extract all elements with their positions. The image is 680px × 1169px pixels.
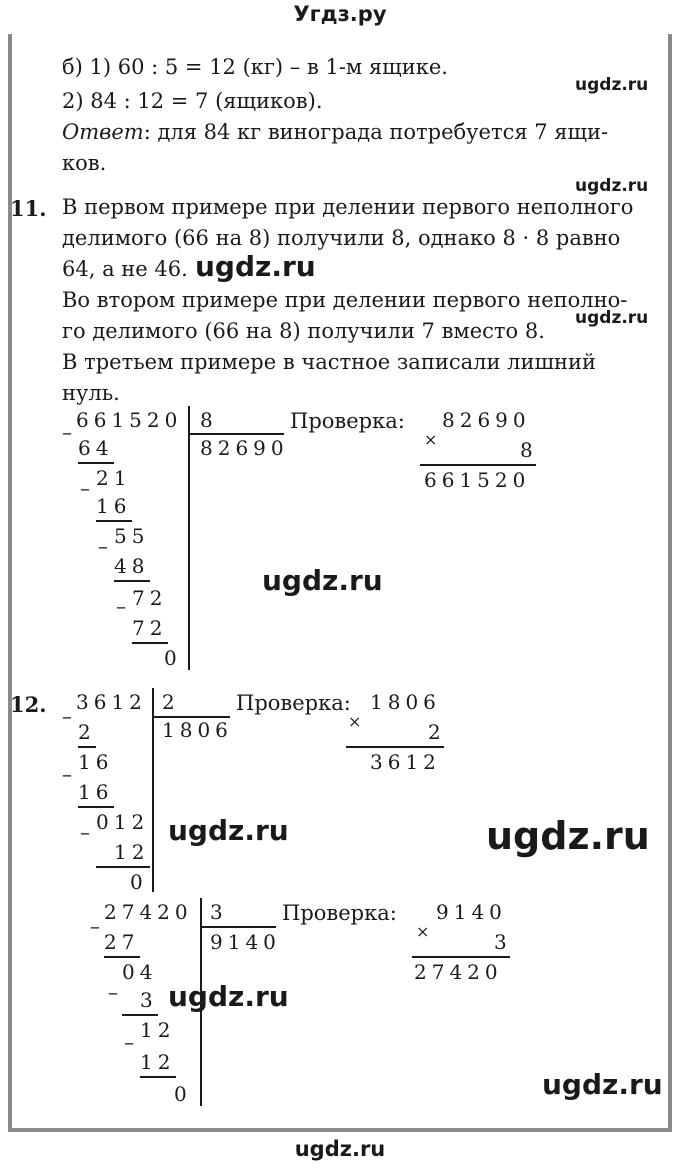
product: 661520 — [424, 468, 531, 492]
step: 16 — [78, 780, 114, 804]
step: 72 — [132, 586, 168, 610]
task11-p1-line2: делимого (66 на 8) получили 8, однако 8 · 8 равно — [62, 226, 621, 250]
factor-a: 9140 — [436, 900, 507, 924]
step: 48 — [114, 554, 150, 578]
minus-sign: – — [62, 704, 72, 728]
step: 64 — [78, 436, 114, 460]
watermark: ugdz.ru — [575, 176, 649, 196]
task11-p3-line2: нуль. — [62, 381, 120, 405]
task-number-12: 12. — [10, 692, 47, 717]
step: 16 — [96, 494, 132, 518]
step: 21 — [96, 466, 132, 490]
task11-p1-line3: 64, а не 46. — [62, 257, 188, 281]
check-label: Проверка: — [290, 409, 405, 433]
dividend: 661520 — [76, 408, 183, 432]
step: 12 — [114, 840, 150, 864]
step: 3 — [140, 988, 158, 1012]
divisor: 3 — [210, 900, 228, 924]
step: 04 — [122, 960, 158, 984]
minus-sign: – — [80, 476, 90, 500]
watermark: ugdz.ru — [486, 814, 650, 858]
watermark: ugdz.ru — [575, 308, 649, 328]
minus-sign: – — [90, 914, 100, 938]
minus-sign: – — [62, 420, 72, 444]
factor-a: 82690 — [442, 408, 531, 432]
divisor: 8 — [200, 408, 218, 432]
remainder: 0 — [130, 870, 148, 894]
watermark: ugdz.ru — [575, 75, 649, 95]
page-header: Угдз.ру — [293, 2, 387, 26]
check-label: Проверка: — [282, 901, 397, 925]
watermark: ugdz.ru — [195, 250, 316, 283]
step: 55 — [114, 524, 150, 548]
solution-line-1: б) 1) 60 : 5 = 12 (кг) – в 1-м ящике. — [62, 55, 448, 79]
step: 16 — [78, 750, 114, 774]
minus-sign: – — [80, 820, 90, 844]
product: 3612 — [370, 750, 441, 774]
quotient: 1806 — [162, 718, 233, 742]
factor-b: 2 — [428, 720, 446, 744]
minus-sign: – — [62, 762, 72, 786]
dividend: 3612 — [76, 690, 147, 714]
task-number-11: 11. — [10, 196, 47, 221]
answer-label: Ответ — [62, 120, 144, 144]
solution-line-2: 2) 84 : 12 = 7 (ящиков). — [62, 89, 323, 113]
remainder: 0 — [164, 646, 182, 670]
quotient: 82690 — [200, 436, 289, 460]
step: 72 — [132, 616, 168, 640]
divisor: 2 — [162, 690, 180, 714]
watermark: ugdz.ru — [542, 1068, 663, 1101]
minus-sign: – — [108, 980, 118, 1004]
factor-b: 3 — [494, 930, 512, 954]
quotient: 9140 — [210, 930, 281, 954]
times-sign: × — [424, 430, 438, 449]
step: 012 — [96, 810, 150, 834]
check-label: Проверка: — [236, 691, 351, 715]
factor-b: 8 — [520, 438, 538, 462]
step: 2 — [78, 720, 96, 744]
answer-text: : для 84 кг винограда потребуется 7 ящи- — [143, 120, 609, 144]
answer-continuation: ков. — [62, 151, 107, 175]
watermark: ugdz.ru — [262, 564, 383, 597]
task11-p2-line2: го делимого (66 на 8) получили 7 вместо 8. — [62, 319, 545, 343]
page-footer: ugdz.ru — [294, 1137, 386, 1161]
task11-p1-line1: В первом примере при делении первого неполного — [62, 195, 634, 219]
minus-sign: – — [116, 594, 126, 618]
watermark: ugdz.ru — [168, 814, 289, 847]
right-border — [668, 34, 672, 1132]
task11-p3-line1: В третьем примере в частное записали лишний — [62, 350, 596, 374]
factor-a: 1806 — [370, 690, 441, 714]
times-sign: × — [416, 922, 430, 941]
bottom-border — [8, 1128, 672, 1132]
watermark: ugdz.ru — [168, 980, 289, 1013]
step: 27 — [104, 930, 140, 954]
answer-line — [62, 117, 608, 147]
dividend: 27420 — [104, 900, 193, 924]
step: 12 — [140, 1050, 176, 1074]
minus-sign: – — [124, 1030, 134, 1054]
product: 27420 — [414, 960, 503, 984]
task11-p2-line1: Во втором примере при делении первого неполно- — [62, 288, 628, 312]
step: 12 — [140, 1018, 176, 1042]
times-sign: × — [348, 712, 362, 731]
remainder: 0 — [174, 1082, 192, 1106]
minus-sign: – — [98, 534, 108, 558]
